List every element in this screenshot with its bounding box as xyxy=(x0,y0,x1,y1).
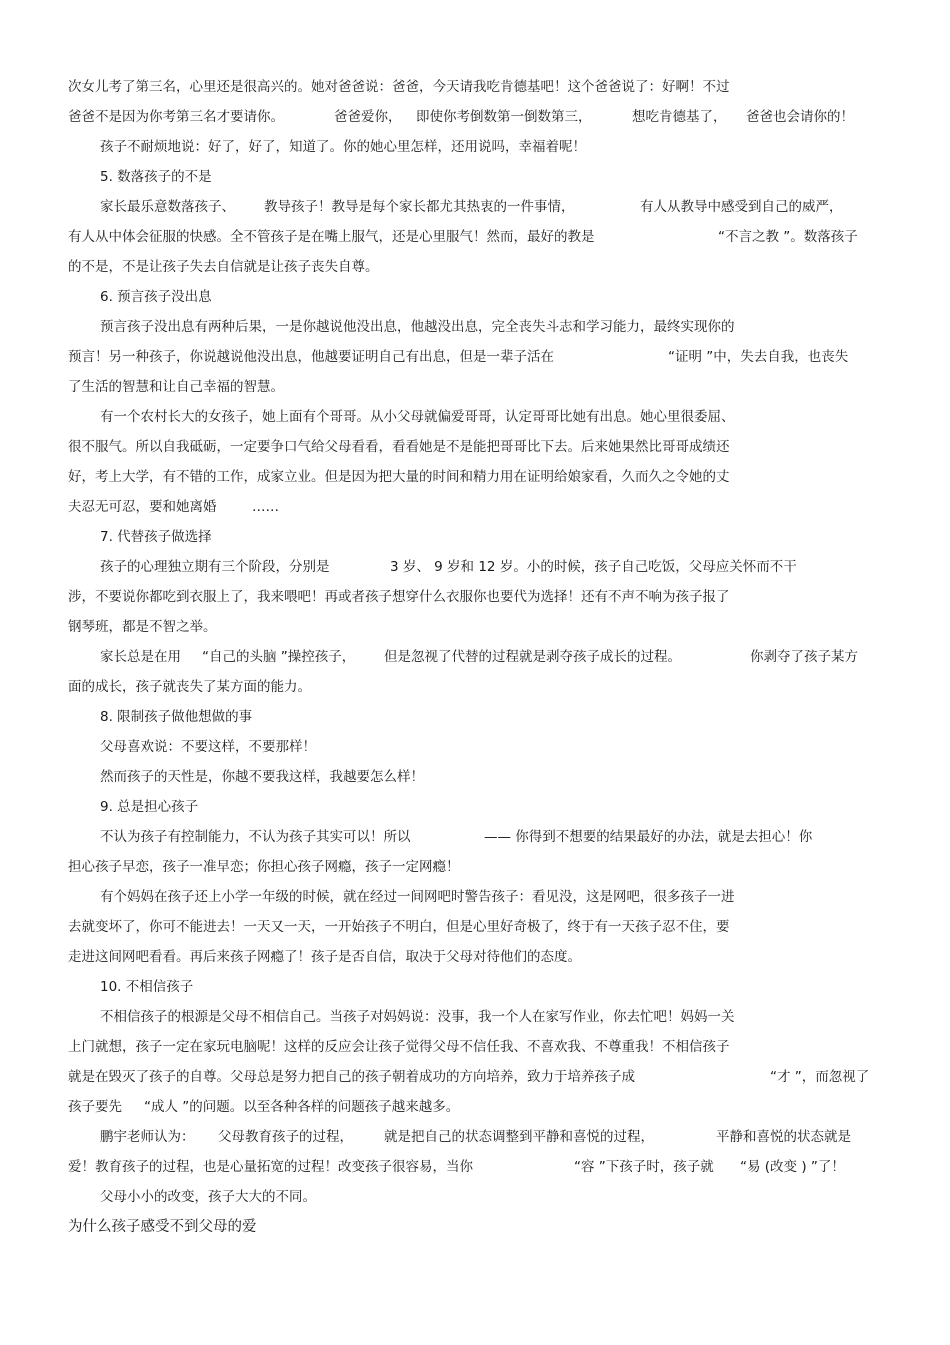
text-segment: 父母喜欢说：不要这样，不要那样！ xyxy=(100,739,316,755)
text-segment: 3 岁、 9 岁和 12 岁。小的时候，孩子自己吃饭，父母应关怀而不干 xyxy=(390,559,797,575)
text-segment: 不相信孩子的根源是父母不相信自己。当孩子对妈妈说：没事，我一个人在家写作业，你去忙吧！妈妈一关 xyxy=(100,1009,735,1025)
text-segment: 平静和喜悦的状态就是 xyxy=(716,1129,851,1145)
text-segment: 钢琴班，都是不智之举。 xyxy=(68,619,217,635)
text-segment: 的不是，不是让孩子失去自信就是让孩子丧失自尊。 xyxy=(68,259,379,275)
text-segment: “证明 ”中，失去自我，也丧失 xyxy=(668,349,849,365)
heading-text: 6. 预言孩子没出息 xyxy=(100,289,212,305)
text-segment: 爸爸也会请你的！ xyxy=(746,109,854,125)
text-segment: 涉，不要说你都吃到衣服上了，我来喂吧！再或者孩子想穿什么衣服你也要代为选择！还有不声不响为孩子报了 xyxy=(68,589,730,605)
text-segment: 很不服气。所以自我砥砺，一定要争口气给父母看看，看看她是不是能把哥哥比下去。后来她果然比哥哥成绩还 xyxy=(68,439,730,455)
text-segment: 预言！另一种孩子，你说越说他没出息，他越要证明自己有出息，但是一辈子活在 xyxy=(68,349,554,365)
text-segment: 爸爸不是因为你考第三名才要请你。 xyxy=(68,109,284,125)
text-segment: 夫忍无可忍，要和她离婚 xyxy=(68,499,217,515)
text-segment: 父母教育孩子的过程， xyxy=(218,1129,353,1145)
text-segment: 你剥夺了孩子某方 xyxy=(750,649,858,665)
heading-text: 9. 总是担心孩子 xyxy=(100,799,199,815)
text-segment: 担心孩子早恋，孩子一准早恋；你担心孩子网瘾，孩子一定网瘾！ xyxy=(68,859,460,875)
heading-text: 10. 不相信孩子 xyxy=(100,979,194,995)
text-segment: 然而孩子的天性是，你越不要我这样，我越要怎么样！ xyxy=(100,769,424,785)
title-text: 为什么孩子感受不到父母的爱 xyxy=(68,1219,257,1235)
text-segment: 有人从教导中感受到自己的威严， xyxy=(640,199,843,215)
text-segment: 次女儿考了第三名，心里还是很高兴的。她对爸爸说：爸爸，今天请我吃肯德基吧！这个爸爸说了：好啊！不过 xyxy=(68,79,730,95)
text-segment: —— 你得到不想要的结果最好的办法，就是去担心！你 xyxy=(484,829,813,845)
text-segment: 即使你考倒数第一倒数第三， xyxy=(416,109,592,125)
text-segment: “不言之教 ”。数落孩子 xyxy=(718,229,858,245)
text-segment: “才 ”，而忽视了 xyxy=(770,1069,870,1085)
text-segment: 不认为孩子有控制能力，不认为孩子其实可以！所以 xyxy=(100,829,411,845)
heading-text: 7. 代替孩子做选择 xyxy=(100,529,212,545)
text-segment: 教导孩子！教导是每个家长都尤其热衷的一件事情， xyxy=(264,199,575,215)
text-segment: 就是把自己的状态调整到平静和喜悦的过程， xyxy=(384,1129,654,1145)
text-segment: …… xyxy=(252,499,279,515)
text-segment: 孩子不耐烦地说：好了，好了，知道了。你的她心里怎样，还用说吗，幸福着呢！ xyxy=(100,139,586,155)
text-segment: “易 (改变 ) ”了！ xyxy=(740,1159,845,1175)
text-segment: 家长总是在用 xyxy=(100,649,181,665)
heading-text: 5. 数落孩子的不是 xyxy=(100,169,212,185)
text-segment: 想吃肯德基了， xyxy=(632,109,727,125)
text-segment: “成人 ”的问题。以至各种各样的问题孩子越来越多。 xyxy=(144,1099,460,1115)
text-segment: 去就变坏了，你可不能进去！一天又一天，一开始孩子不明白，但是心里好奇极了，终于有一天孩子忍不住，要 xyxy=(68,919,730,935)
text-segment: 爱！教育孩子的过程，也是心量拓宽的过程！改变孩子很容易，当你 xyxy=(68,1159,473,1175)
text-segment: 但是忽视了代替的过程就是剥夺孩子成长的过程。 xyxy=(384,649,681,665)
text-segment: 面的成长，孩子就丧失了某方面的能力。 xyxy=(68,679,311,695)
text-segment: 孩子要先 xyxy=(68,1099,122,1115)
text-segment: 好，考上大学，有不错的工作，成家立业。但是因为把大量的时间和精力用在证明给娘家看，久而久之令她的丈 xyxy=(68,469,730,485)
text-segment: 孩子的心理独立期有三个阶段，分别是 xyxy=(100,559,330,575)
text-segment: 有一个农村长大的女孩子，她上面有个哥哥。从小父母就偏爱哥哥，认定哥哥比她有出息。她心里很委屈、 xyxy=(100,409,735,425)
text-segment: 预言孩子没出息有两种后果，一是你越说他没出息，他越没出息，完全丧失斗志和学习能力，最终实现你的 xyxy=(100,319,735,335)
heading-text: 8. 限制孩子做他想做的事 xyxy=(100,709,253,725)
text-segment: 上门就想，孩子一定在家玩电脑呢！这样的反应会让孩子觉得父母不信任我、不喜欢我、不尊重我！不相信孩子 xyxy=(68,1039,730,1055)
text-segment: 走进这间网吧看看。再后来孩子网瘾了！孩子是否自信，取决于父母对待他们的态度。 xyxy=(68,949,581,965)
text-segment: “容 ”下孩子时，孩子就 xyxy=(574,1159,714,1175)
text-segment: 爸爸爱你， xyxy=(334,109,402,125)
text-segment: 了生活的智慧和让自己幸福的智慧。 xyxy=(68,379,284,395)
text-segment: 家长最乐意数落孩子、 xyxy=(100,199,235,215)
text-segment: 就是在毁灭了孩子的自尊。父母总是努力把自己的孩子朝着成功的方向培养，致力于培养孩子成 xyxy=(68,1069,635,1085)
text-segment: 父母小小的改变，孩子大大的不同。 xyxy=(100,1189,316,1205)
text-segment: 有人从中体会征服的快感。全不管孩子是在嘴上服气，还是心里服气！然而，最好的教是 xyxy=(68,229,595,245)
text-segment: “自己的头脑 ”操控孩子， xyxy=(202,649,356,665)
text-segment: 有个妈妈在孩子还上小学一年级的时候，就在经过一间网吧时警告孩子：看见没，这是网吧，很多孩子一进 xyxy=(100,889,735,905)
text-segment: 鹏宇老师认为： xyxy=(100,1129,195,1145)
